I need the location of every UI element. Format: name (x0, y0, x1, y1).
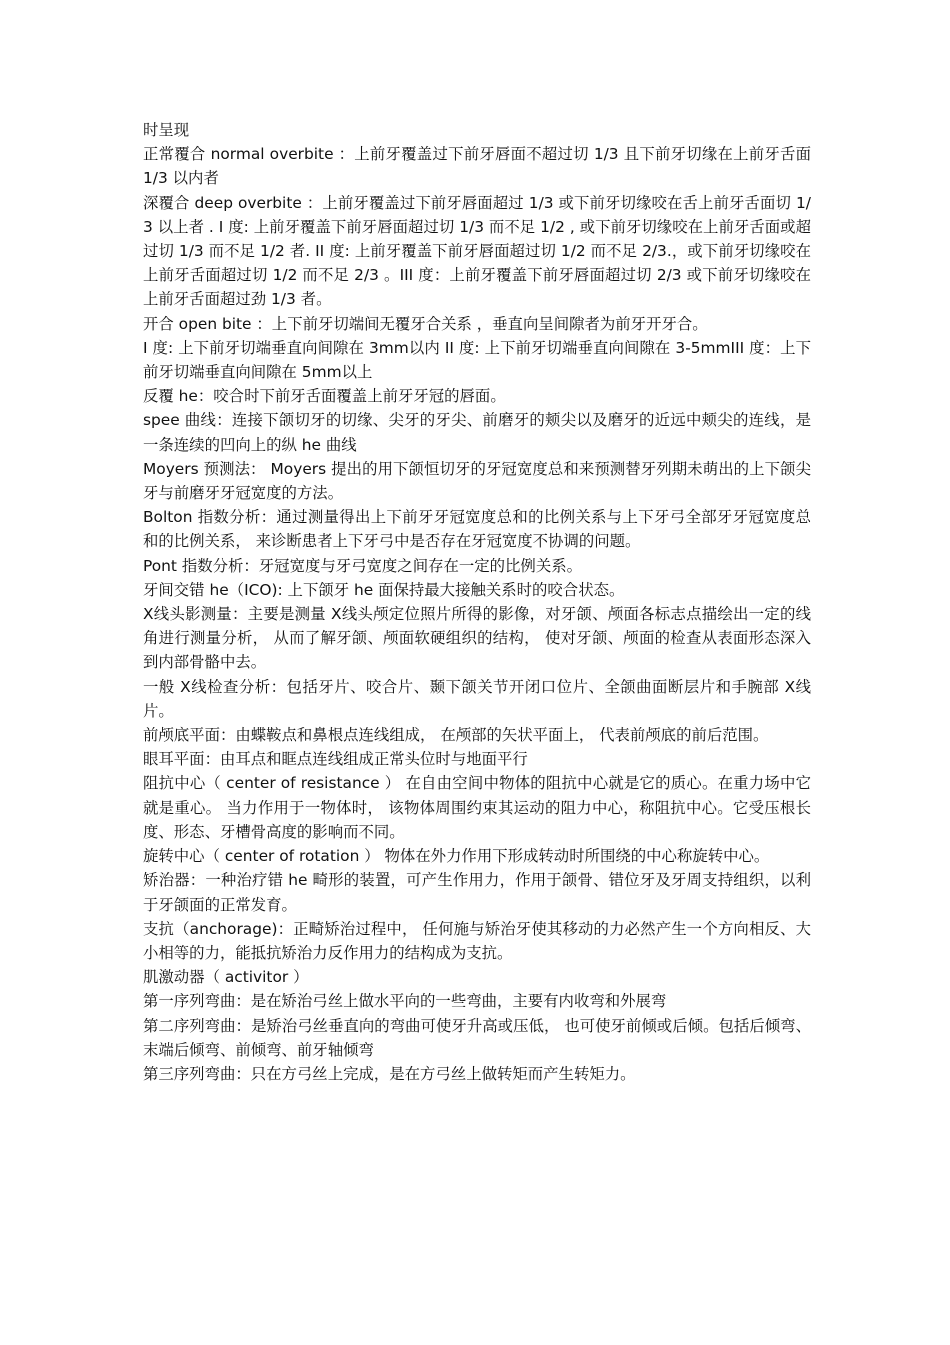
paragraph-fh-plane: 眼耳平面：由耳点和眶点连线组成正常头位时与地面平行 (143, 750, 528, 769)
paragraph-open-bite: 开合 open bite ：上下前牙切端间无覆牙合关系 ，垂直向呈间隙者为前牙开牙合。 (143, 314, 708, 333)
paragraph-deep-overbite: 深覆合 deep overbite ：上前牙覆盖过下前牙唇面超过 1/3 或下前牙切缘咬在舌上前牙舌面切 1/3 以上者 . I 度: 上前牙覆盖下前牙唇面超过切 1/3 而不足 1/2 , 或下前牙切缘咬在上前牙舌面或超过切 1/3 而不足 1/2 者. II 度: 上前牙覆盖下前牙唇面超过切 1/2 而不足 2/3.，或下前牙切缘咬在上前牙舌面超过切 1/2 而不足 2/3 。III 度：上前牙覆盖下前牙唇面超过切 2/3 或下前牙切缘咬在上前牙舌面超过劲 1/3 者。 (143, 193, 811, 309)
paragraph-sn-plane: 前颅底平面：由蝶鞍点和鼻根点连线组成， 在颅部的矢状平面上， 代表前颅底的前后范围。 (143, 726, 769, 745)
paragraph-normal-overbite: 正常覆合 normal overbite ：上前牙覆盖过下前牙唇面不超过切 1/3 且下前牙切缘在上前牙舌面 1/3 以内者 (143, 145, 811, 188)
paragraph-third-order-bend: 第三序列弯曲：只在方弓丝上完成，是在方弓丝上做转矩而产生转矩力。 (143, 1064, 636, 1083)
paragraph-pont: Pont 指数分析：牙冠宽度与牙弓宽度之间存在一定的比例关系。 (143, 556, 582, 575)
paragraph-cephalometric: X线头影测量：主要是测量 X线头颅定位照片所得的影像，对牙颌、颅面各标志点描绘出一定的线角进行测量分析， 从而了解牙颌、颅面软硬组织的结构， 使对牙颌、颅面的检查从表面形态深入到内部骨骼中去。 (143, 605, 811, 672)
paragraph-center-rotation: 旋转中心（ center of rotation ） 物体在外力作用下形成转动时所围绕的中心称旋转中心。 (143, 847, 770, 866)
paragraph-center-resistance: 阻抗中心（ center of resistance ） 在自由空间中物体的阻抗中心就是它的质心。在重力场中它就是重心。 当力作用于一物体时， 该物体周围约束其运动的阻力中心，称阻抗中心。它受压根长度、形态、牙槽骨高度的影响而不同。 (143, 774, 811, 841)
paragraph-open-bite-degrees: I 度: 上下前牙切端垂直向间隙在 3mm以内 II 度: 上下前牙切端垂直向间隙在 3-5mmIII 度：上下前牙切端垂直向间隙在 5mm以上 (143, 338, 811, 382)
paragraph-spee-curve: spee 曲线：连接下颌切牙的切缘、尖牙的牙尖、前磨牙的颊尖以及磨牙的近远中颊尖的连线，是一条连续的凹向上的纵 he 曲线 (143, 411, 811, 454)
paragraph-bolton: Bolton 指数分析：通过测量得出上下前牙牙冠宽度总和的比例关系与上下牙弓全部牙牙冠宽度总和的比例关系， 来诊断患者上下牙弓中是否存在牙冠宽度不协调的问题。 (143, 508, 811, 551)
paragraph-anchorage: 支抗（anchorage)：正畸矫治过程中， 任何施与矫治牙使其移动的力必然产生一个方向相反、大小相等的力，能抵抗矫治力反作用力的结构成为支抗。 (143, 919, 811, 962)
document-page (143, 118, 811, 1086)
paragraph-second-order-bend: 第二序列弯曲：是矫治弓丝垂直向的弯曲可使牙升高或压低， 也可使牙前倾或后倾。包括后倾弯、末端后倾弯、前倾弯、前牙轴倾弯 (143, 1016, 811, 1059)
paragraph-appliance: 矫治器：一种治疗错 he 畸形的装置，可产生作用力，作用于颌骨、错位牙及牙周支持组织，以利于牙颌面的正常发育。 (143, 871, 811, 914)
paragraph-continuation: 时呈现 (143, 121, 190, 139)
paragraph-activator: 肌激动器（ activitor ） (143, 968, 309, 987)
paragraph-xray-general: 一般 X线检查分析：包括牙片、咬合片、颞下颌关节开闭口位片、全颌曲面断层片和手腕部 X线片。 (143, 677, 811, 720)
paragraph-ico: 牙间交错 he（ICO): 上下颌牙 he 面保持最大接触关系时的咬合状态。 (143, 580, 625, 599)
paragraph-moyers: Moyers 预测法： Moyers 提出的用下颌恒切牙的牙冠宽度总和来预测替牙列期未萌出的上下颌尖牙与前磨牙牙冠宽度的方法。 (143, 459, 811, 503)
paragraph-first-order-bend: 第一序列弯曲：是在矫治弓丝上做水平向的一些弯曲，主要有内收弯和外展弯 (143, 992, 667, 1011)
paragraph-reverse-overbite: 反覆 he：咬合时下前牙舌面覆盖上前牙牙冠的唇面。 (143, 387, 506, 406)
